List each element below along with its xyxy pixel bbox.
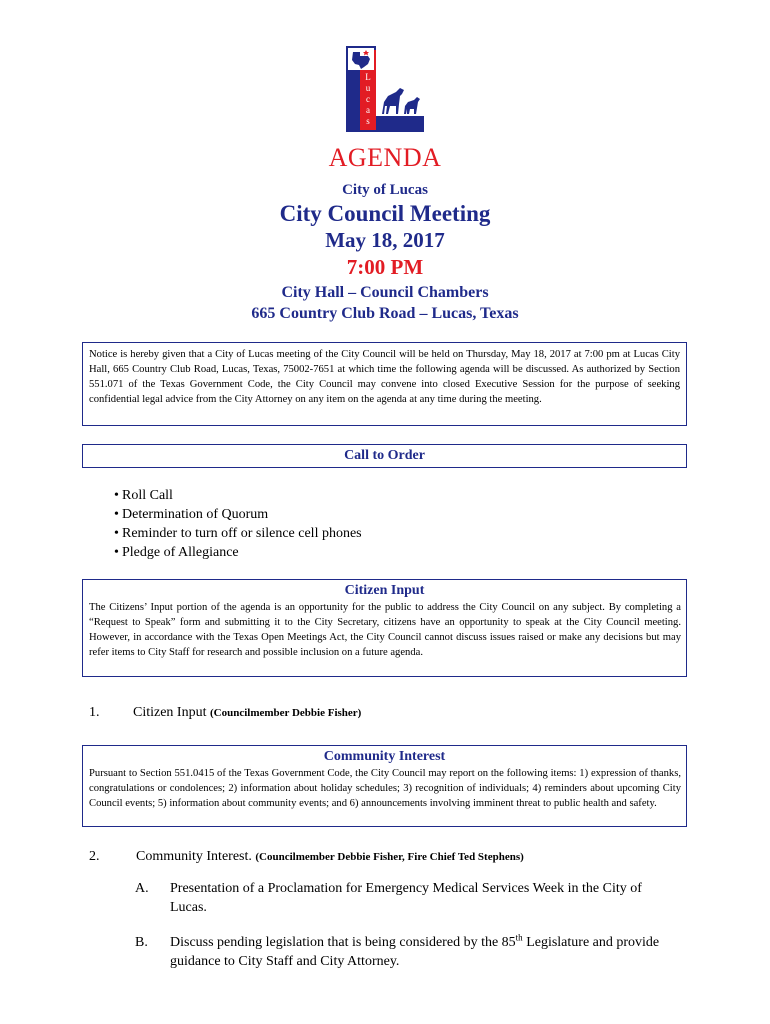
lucas-city-logo <box>344 44 426 134</box>
item-title: Citizen Input <box>133 705 207 720</box>
item-presenter: (Councilmember Debbie Fisher) <box>210 707 362 719</box>
list-item <box>94 543 362 562</box>
meeting-time: 7:00 PM <box>346 255 424 279</box>
subitem-text: Presentation of a Proclamation for Emergency Medical Services Week in the City of Lucas. <box>170 881 642 915</box>
citizen-input-body: The Citizens’ Input portion of the agenda is an opportunity for the public to address the City Council on any subject. By completing a “Request to Speak” form and submitting it to the City Secretary, citizens have an opportunity to speak at the City Council meeting. However, in accordance with the Texas Open Meetings Act, the City Council cannot discuss issues raised or make any decisions but may refer items to City Staff for research and possible inclusion on a future agenda. <box>89 602 681 658</box>
logo-letter: a <box>366 105 370 115</box>
item-number: 1. <box>89 705 100 720</box>
item-text <box>133 705 361 721</box>
list-item <box>94 524 362 543</box>
subitem-text <box>170 933 665 971</box>
meeting-location: City Hall – Council Chambers <box>281 284 489 301</box>
community-interest-body: Pursuant to Section 551.0415 of the Texas Government Code, the City Council may report on the following items: 1) expression of thanks, congratulations or condolences; 2) information about holiday schedules; 3) recognition of individuals; 4) reminders about upcoming City Council events; 5) information about community events; and 6) announcements involving imminent threat to public health and safety. <box>89 768 681 809</box>
logo-l-horizontal <box>346 116 424 132</box>
citizen-input-heading: Citizen Input <box>344 583 425 598</box>
logo-letter: s <box>366 116 370 126</box>
ordinal-suffix: th <box>515 932 523 943</box>
item-text <box>136 849 524 865</box>
call-to-order-list <box>94 486 362 562</box>
citizen-input-section <box>82 579 687 677</box>
horses-icon <box>382 88 420 114</box>
subitem-letter: B. <box>135 935 148 950</box>
subitem-text-part: Legislature and provide guidance to City Staff and City Attorney. <box>170 935 660 969</box>
call-to-order-heading: Call to Order <box>82 444 687 468</box>
list-item-text: Pledge of Allegiance <box>122 545 239 560</box>
logo-letter: u <box>365 83 371 93</box>
list-item <box>94 486 362 505</box>
item-title: Community Interest. <box>136 849 252 864</box>
logo-letter: L <box>365 72 371 82</box>
community-interest-section <box>82 745 687 827</box>
city-name: City of Lucas <box>342 182 428 198</box>
community-interest-heading: Community Interest <box>323 749 446 764</box>
subitem-text-part: Discuss pending legislation that is being considered by the 85 <box>170 935 516 950</box>
item-presenter: (Councilmember Debbie Fisher, Fire Chief Ted Stephens) <box>255 851 524 863</box>
meeting-address: 665 Country Club Road – Lucas, Texas <box>251 305 519 322</box>
list-item <box>94 505 362 524</box>
item-number: 2. <box>89 849 100 864</box>
agenda-title: AGENDA <box>328 143 442 172</box>
list-item-text: Determination of Quorum <box>122 507 269 522</box>
subitem-letter: A. <box>135 881 149 896</box>
meeting-date: May 18, 2017 <box>325 228 445 252</box>
notice-box: Notice is hereby given that a City of Lucas meeting of the City Council will be held on Thursday, May 18, 2017 at 7:00 pm at Lucas City Hall, 665 Country Club Road, Lucas, Texas, 75002-7651 at which time the following agenda will be discussed. As authorized by Section 551.071 of the Texas Government Code, the City Council may convene into closed Executive Session for the purpose of seeking confidential legal advice from the City Attorney on any item on the agenda at any time during the meeting. <box>82 342 687 426</box>
list-item-text: Reminder to turn off or silence cell phones <box>122 526 362 541</box>
meeting-title: City Council Meeting <box>279 201 491 226</box>
list-item-text: Roll Call <box>122 488 173 503</box>
logo-letter: c <box>366 94 370 104</box>
